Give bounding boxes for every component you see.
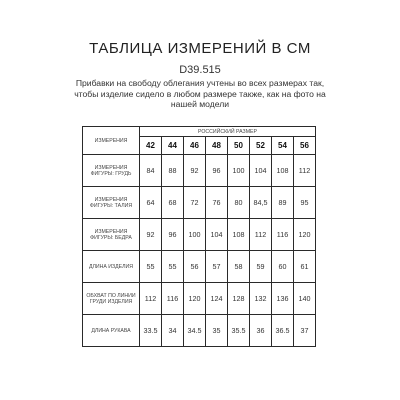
row-label: ИЗМЕРЕНИЯ ФИГУРЫ: БЕДРА [83, 219, 140, 251]
table-cell: 76 [206, 187, 228, 219]
table-row [83, 283, 316, 315]
table-cell: 128 [228, 283, 250, 315]
size-table [82, 126, 316, 347]
table-cell: 120 [294, 219, 316, 251]
size-header: 54 [272, 137, 294, 155]
table-cell: 116 [162, 283, 184, 315]
row-label: ОБХВАТ ПО ЛИНИИ ГРУДИ ИЗДЕЛИЯ [83, 283, 140, 315]
table-cell: 35.5 [228, 315, 250, 347]
table-cell: 92 [184, 155, 206, 187]
table-cell: 61 [294, 251, 316, 283]
table-cell: 55 [162, 251, 184, 283]
table-cell: 108 [272, 155, 294, 187]
fit-note: Прибавки на свободу облегания учтены во всех размерах так, чтобы изделие сидело в любом размере также, как на фото на нашей модели [74, 78, 326, 110]
table-cell: 104 [206, 219, 228, 251]
table-cell: 96 [206, 155, 228, 187]
table-cell: 104 [250, 155, 272, 187]
table-cell: 124 [206, 283, 228, 315]
table-row [83, 251, 316, 283]
table-cell: 116 [272, 219, 294, 251]
size-header: 56 [294, 137, 316, 155]
table-cell: 100 [228, 155, 250, 187]
table-cell: 132 [250, 283, 272, 315]
size-header: 44 [162, 137, 184, 155]
table-cell: 64 [140, 187, 162, 219]
table-cell: 95 [294, 187, 316, 219]
size-header: 46 [184, 137, 206, 155]
table-row [83, 219, 316, 251]
row-label: ДЛИНА ИЗДЕЛИЯ [83, 251, 140, 283]
table-row [83, 187, 316, 219]
size-header: 52 [250, 137, 272, 155]
table-cell: 112 [250, 219, 272, 251]
measure-header: ИЗМЕРЕНИЯ [83, 127, 140, 155]
table-cell: 33.5 [140, 315, 162, 347]
table-cell: 68 [162, 187, 184, 219]
table-cell: 57 [206, 251, 228, 283]
table-cell: 36 [250, 315, 272, 347]
size-header: 50 [228, 137, 250, 155]
table-cell: 88 [162, 155, 184, 187]
table-cell: 89 [272, 187, 294, 219]
table-cell: 34 [162, 315, 184, 347]
row-label: ИЗМЕРЕНИЯ ФИГУРЫ: ГРУДЬ [83, 155, 140, 187]
table-cell: 84 [140, 155, 162, 187]
table-cell: 80 [228, 187, 250, 219]
table-cell: 140 [294, 283, 316, 315]
table-cell: 112 [140, 283, 162, 315]
table-cell: 84,5 [250, 187, 272, 219]
table-cell: 92 [140, 219, 162, 251]
size-header: 42 [140, 137, 162, 155]
size-header: 48 [206, 137, 228, 155]
page-title: ТАБЛИЦА ИЗМЕРЕНИЙ В СМ [89, 40, 311, 57]
table-cell: 136 [272, 283, 294, 315]
table-cell: 34.5 [184, 315, 206, 347]
table-cell: 55 [140, 251, 162, 283]
table-row [83, 155, 316, 187]
table-cell: 108 [228, 219, 250, 251]
row-label: ИЗМЕРЕНИЯ ФИГУРЫ: ТАЛИЯ [83, 187, 140, 219]
table-cell: 36.5 [272, 315, 294, 347]
table-cell: 59 [250, 251, 272, 283]
table-cell: 100 [184, 219, 206, 251]
product-code: D39.515 [179, 64, 221, 76]
size-system-header: РОССИЙСКИЙ РАЗМЕР [140, 127, 316, 137]
table-row [83, 315, 316, 347]
table-cell: 96 [162, 219, 184, 251]
table-cell: 56 [184, 251, 206, 283]
row-label: ДЛИНА РУКАВА [83, 315, 140, 347]
table-cell: 58 [228, 251, 250, 283]
table-cell: 112 [294, 155, 316, 187]
table-cell: 60 [272, 251, 294, 283]
size-system-row [83, 127, 316, 137]
table-cell: 37 [294, 315, 316, 347]
table-cell: 120 [184, 283, 206, 315]
table-cell: 35 [206, 315, 228, 347]
table-cell: 72 [184, 187, 206, 219]
